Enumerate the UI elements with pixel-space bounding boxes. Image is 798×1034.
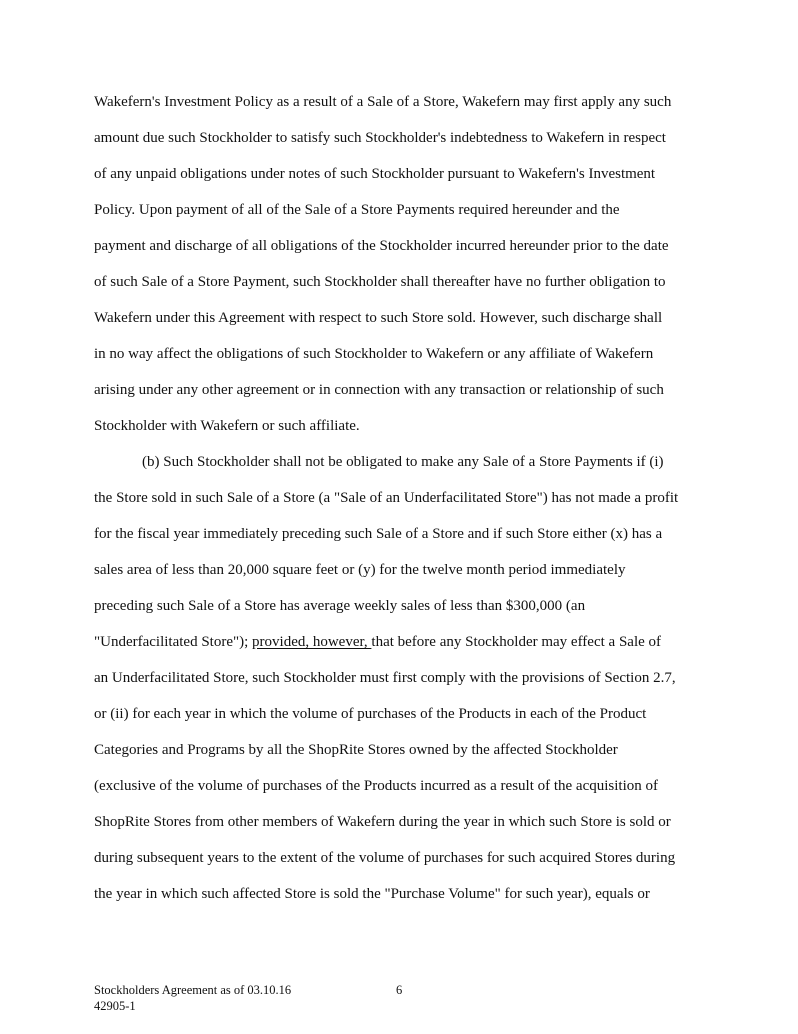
text-line: ShopRite Stores from other members of Wakefern during the year in which such Store is sold or	[94, 814, 671, 830]
footer-doc-id: 42905-1	[94, 999, 136, 1013]
text-line: Categories and Programs by all the ShopRite Stores owned by the affected Stockholder	[94, 742, 618, 758]
text-line: Stockholder with Wakefern or such affiliate.	[94, 418, 360, 434]
text-line: during subsequent years to the extent of the volume of purchases for such acquired Stores during	[94, 850, 676, 866]
body-text	[94, 90, 714, 918]
text-line: Wakefern's Investment Policy as a result of a Sale of a Store, Wakefern may first apply any such	[94, 94, 672, 110]
text-line-with-underline	[94, 630, 714, 666]
paragraph-b-first-line: (b) Such Stockholder shall not be obligated to make any Sale of a Store Payments if (i)	[142, 454, 664, 470]
text-line: for the fiscal year immediately preceding such Sale of a Store and if such Store either (x) has a	[94, 526, 663, 542]
text-line: the Store sold in such Sale of a Store (a "Sale of an Underfacilitated Store") has not made a profit	[94, 490, 679, 506]
text-line: or (ii) for each year in which the volume of purchases of the Products in each of the Product	[94, 706, 647, 722]
text-line: preceding such Sale of a Store has average weekly sales of less than $300,000 (an	[94, 598, 586, 614]
page-number: 6	[396, 983, 403, 997]
footer-doc-title: Stockholders Agreement as of 03.10.16	[94, 983, 292, 997]
text-line: of any unpaid obligations under notes of such Stockholder pursuant to Wakefern's Investment	[94, 166, 656, 182]
text-segment: that before any Stockholder may effect a Sale of	[371, 634, 662, 650]
text-line: arising under any other agreement or in connection with any transaction or relationship of such	[94, 382, 664, 398]
text-line: an Underfacilitated Store, such Stockholder must first comply with the provisions of Section 2.7,	[94, 670, 676, 686]
text-line: amount due such Stockholder to satisfy such Stockholder's indebtedness to Wakefern in respect	[94, 130, 666, 146]
text-line: in no way affect the obligations of such Stockholder to Wakefern or any affiliate of Wakefern	[94, 346, 654, 362]
page-footer	[94, 982, 714, 1014]
underlined-proviso: provided, however,	[252, 634, 372, 650]
text-line: the year in which such affected Store is sold the "Purchase Volume" for such year), equals or	[94, 886, 650, 902]
text-line: (exclusive of the volume of purchases of the Products incurred as a result of the acquisition of	[94, 778, 659, 794]
text-line: payment and discharge of all obligations of the Stockholder incurred hereunder prior to the date	[94, 238, 669, 254]
text-line: of such Sale of a Store Payment, such Stockholder shall thereafter have no further obligation to	[94, 274, 666, 290]
text-line: Wakefern under this Agreement with respect to such Store sold. However, such discharge shall	[94, 310, 663, 326]
text-line: sales area of less than 20,000 square feet or (y) for the twelve month period immediately	[94, 562, 626, 578]
text-line: Policy. Upon payment of all of the Sale of a Store Payments required hereunder and the	[94, 202, 620, 218]
text-segment: "Underfacilitated Store");	[94, 634, 253, 650]
